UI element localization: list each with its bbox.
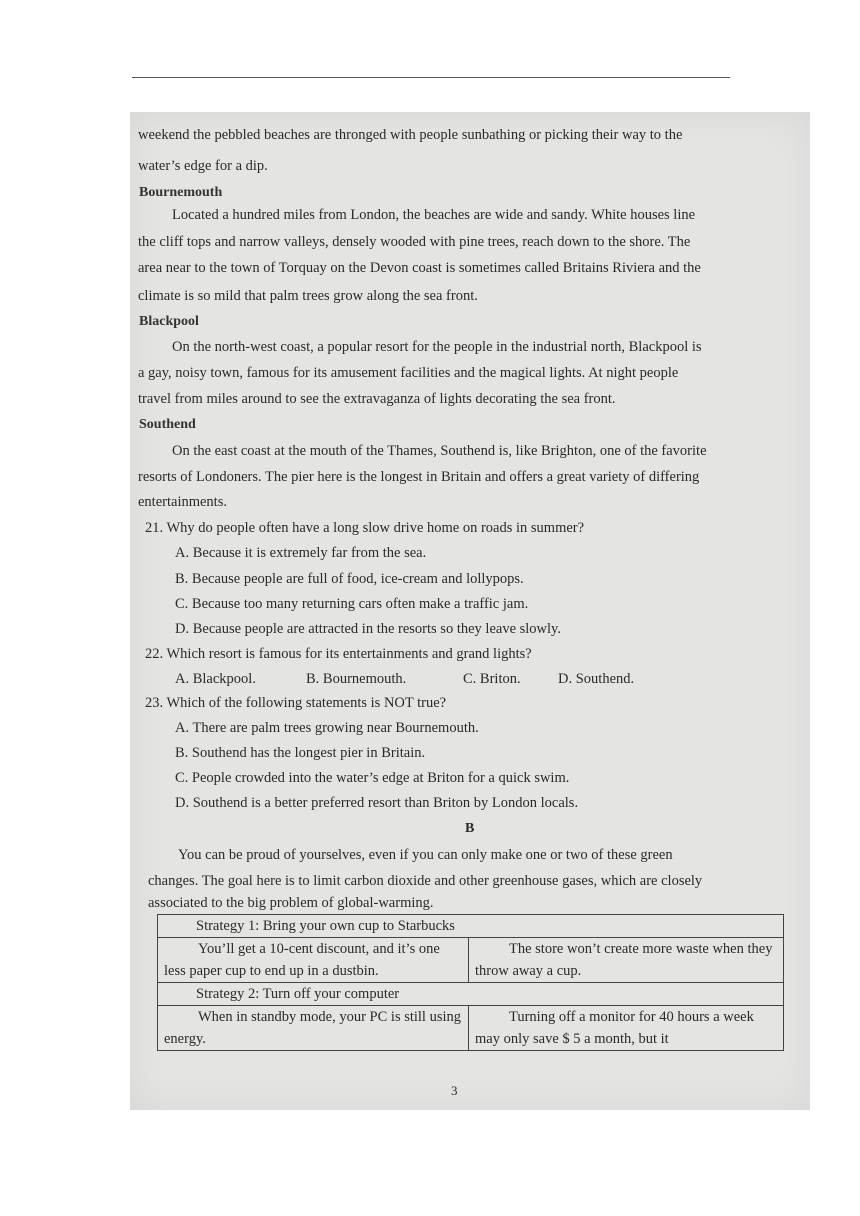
option-21-b: B. Because people are full of food, ice-cream and lollypops. <box>175 571 524 587</box>
table-row <box>158 938 784 983</box>
paragraph-line: entertainments. <box>138 494 227 510</box>
paragraph-line: You can be proud of yourselves, even if you can only make one or two of these green <box>178 847 673 863</box>
paragraph-line: resorts of Londoners. The pier here is the longest in Britain and offers a great variety of differing <box>138 469 700 485</box>
strategy-2-header: Strategy 2: Turn off your computer <box>158 983 784 1006</box>
question-21-stem: 21. Why do people often have a long slow drive home on roads in summer? <box>145 520 585 536</box>
heading-southend: Southend <box>139 417 196 432</box>
strategy-2-right-cell: Turning off a monitor for 40 hours a week may only save $ 5 a month, but it <box>469 1006 784 1051</box>
option-21-a: A. Because it is extremely far from the sea. <box>175 545 427 561</box>
option-22-d: D. Southend. <box>558 671 635 687</box>
option-23-b: B. Southend has the longest pier in Britain. <box>175 745 426 761</box>
option-23-c: C. People crowded into the water’s edge at Briton for a quick swim. <box>175 770 570 786</box>
paragraph-line: associated to the big problem of global-warming. <box>148 895 434 911</box>
question-22-stem: 22. Which resort is famous for its entertainments and grand lights? <box>145 646 532 662</box>
paragraph-line: On the north-west coast, a popular resort for the people in the industrial north, Blackpool is <box>172 339 702 355</box>
strategy-2-left-cell: When in standby mode, your PC is still using energy. <box>158 1006 469 1051</box>
strategy-table <box>157 914 784 1051</box>
strategy-1-right-cell: The store won’t create more waste when they throw away a cup. <box>469 938 784 983</box>
option-21-c: C. Because too many returning cars often make a traffic jam. <box>175 596 529 612</box>
section-b-title: B <box>465 821 475 836</box>
paragraph-line: Located a hundred miles from London, the beaches are wide and sandy. White houses line <box>172 207 696 223</box>
option-22-c: C. Briton. <box>463 671 521 687</box>
paragraph-line: On the east coast at the mouth of the Thames, Southend is, like Brighton, one of the favorite <box>172 443 707 459</box>
heading-bournemouth: Bournemouth <box>139 185 223 200</box>
table-row <box>158 1006 784 1051</box>
option-22-b: B. Bournemouth. <box>306 671 407 687</box>
strategy-1-left-cell: You’ll get a 10-cent discount, and it’s one less paper cup to end up in a dustbin. <box>158 938 469 983</box>
table-row <box>158 983 784 1006</box>
page-number: 3 <box>451 1083 458 1098</box>
paragraph-line: changes. The goal here is to limit carbon dioxide and other greenhouse gases, which are closely <box>148 873 703 889</box>
heading-blackpool: Blackpool <box>139 314 199 329</box>
option-21-d: D. Because people are attracted in the resorts so they leave slowly. <box>175 621 561 637</box>
header-rule <box>132 77 730 78</box>
option-23-d: D. Southend is a better preferred resort than Briton by London locals. <box>175 795 579 811</box>
strategy-1-header: Strategy 1: Bring your own cup to Starbucks <box>158 915 784 938</box>
table-row <box>158 915 784 938</box>
paragraph-line: climate is so mild that palm trees grow along the sea front. <box>138 288 478 304</box>
paragraph-line: the cliff tops and narrow valleys, densely wooded with pine trees, reach down to the shore. The <box>138 234 691 250</box>
paragraph-line: a gay, noisy town, famous for its amusement facilities and the magical lights. At night people <box>138 365 679 381</box>
question-23-stem: 23. Which of the following statements is NOT true? <box>145 695 447 711</box>
option-22-a: A. Blackpool. <box>175 671 256 687</box>
paragraph-line: weekend the pebbled beaches are thronged with people sunbathing or picking their way to the <box>138 127 683 143</box>
paragraph-line: water’s edge for a dip. <box>138 158 268 174</box>
option-23-a: A. There are palm trees growing near Bournemouth. <box>175 720 479 736</box>
paragraph-line: travel from miles around to see the extravaganza of lights decorating the sea front. <box>138 391 616 407</box>
paragraph-line: area near to the town of Torquay on the Devon coast is sometimes called Britains Riviera and the <box>138 260 701 276</box>
